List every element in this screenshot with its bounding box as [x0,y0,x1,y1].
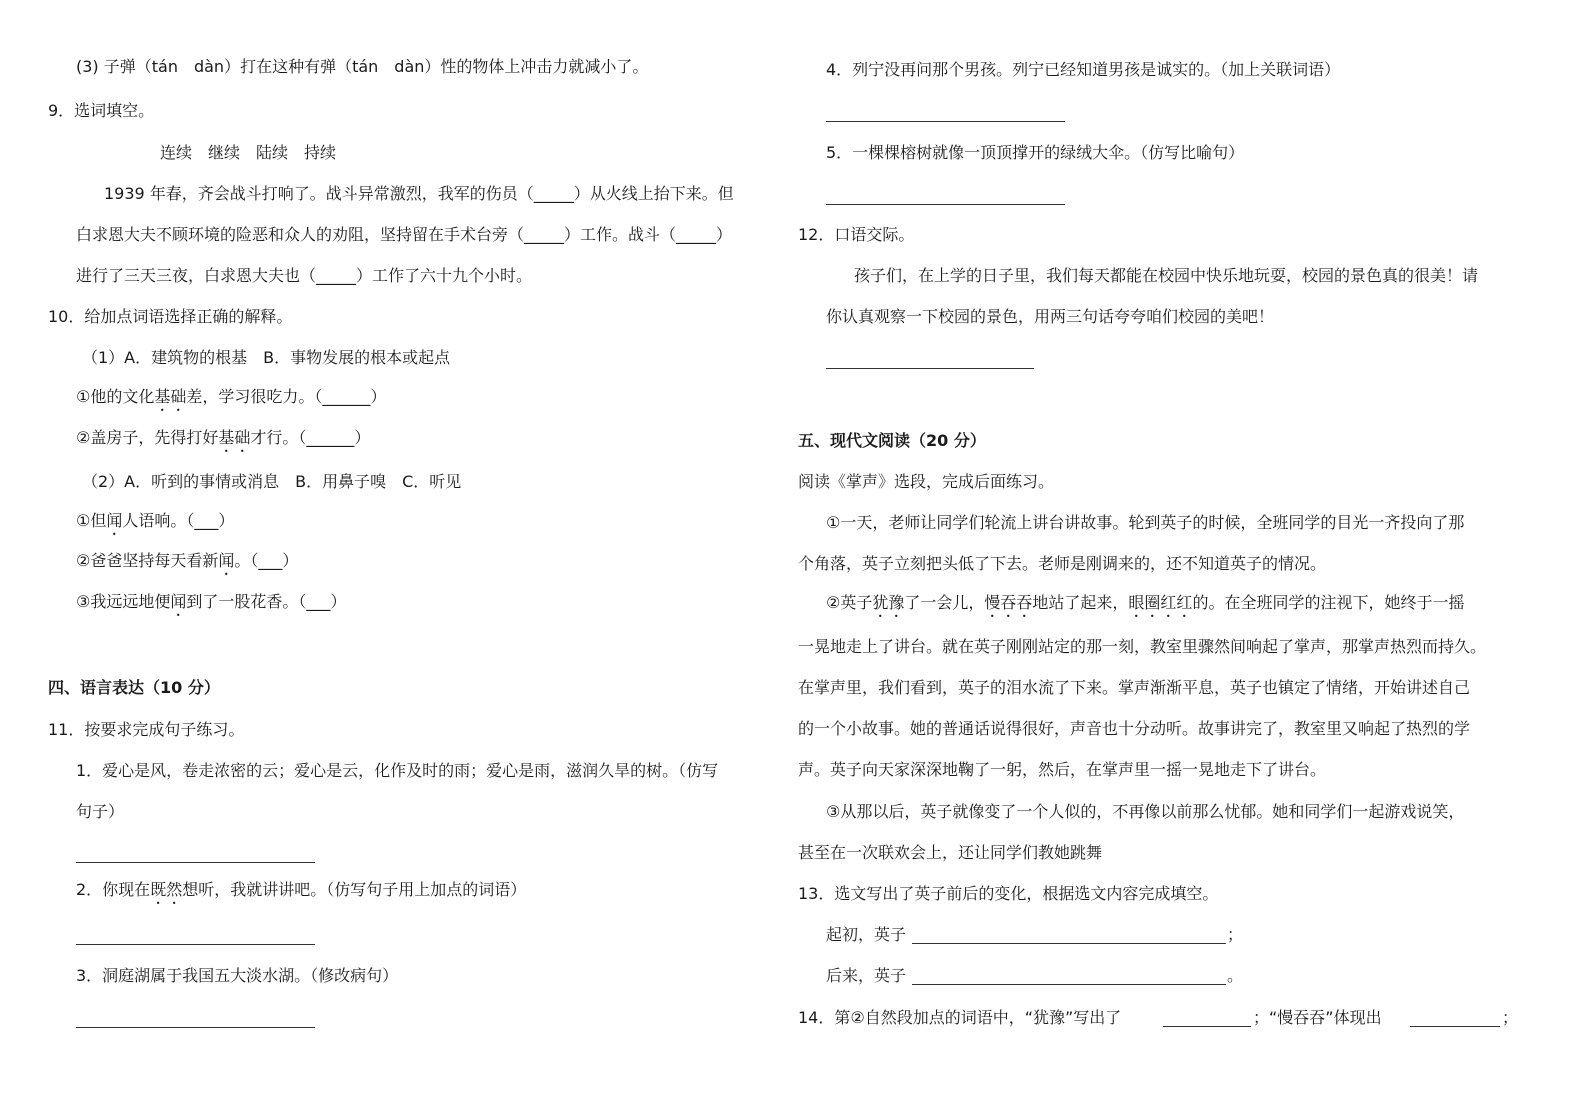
dotted-word: 慢吞吞 [984,593,1033,612]
answer-blank[interactable]: 差，学习很吃力。（______） [186,387,387,406]
passage-text: 了一会儿， [904,593,985,612]
q14-text: ；“慢吞吞”体现出 [1253,1008,1382,1027]
passage-line: 一晃地走上了讲台。就在英子刚刚站定的那一刻，教室里骤然间响起了掌声，那掌声热烈而持久。 [798,637,1487,656]
dotted-word: 闻 [106,511,123,530]
q10-part1-options: （1）A．建筑物的根基 B．事物发展的根本或起点 [82,348,451,367]
q13-punct: ； [1227,925,1244,944]
q10-part2-item-b [76,550,298,579]
dotted-word: 闻 [170,592,187,611]
q11-item-5: 5．一棵棵榕树就像一顶顶撑开的绿绒大伞。（仿写比喻句） [826,143,1245,162]
sentence-text: ①他的文化 [76,387,155,406]
passage-line: 甚至在一次联欢会上，还让同学们教她跳舞 [798,843,1103,862]
q13-blank-after: 后来，英子 [826,966,907,985]
q9-word-bank: 连续 继续 陆续 持续 [160,143,337,162]
answer-line[interactable] [76,862,315,863]
q11-item-3: 3．洞庭湖属于我国五大淡水湖。（修改病句） [76,966,399,985]
answer-line[interactable] [1163,1026,1251,1027]
section-4-heading: 四、语言表达（10 分） [48,678,220,697]
q12-prompt-line: 你认真观察一下校园的景色，用两三句话夸夸咱们校园的美吧！ [826,307,1275,326]
q11-item-1: 1．爱心是风，卷走浓密的云；爱心是云，化作及时的雨；爱心是雨，滋润久旱的树。（仿写 [76,761,719,780]
passage-text: ②英子 [826,593,873,612]
passage-line: 的一个小故事。她的普通话说得很好，声音也十分动听。故事讲完了，教室里又响起了热烈的学 [798,719,1471,738]
answer-line[interactable] [1410,1026,1500,1027]
answer-blank[interactable]: 。（___） [234,551,299,570]
passage-line: 声。英子向天家深深地鞠了一躬，然后，在掌声里一摇一晃地走下了讲台。 [798,760,1327,779]
q11-title: 11．按要求完成句子练习。 [48,720,245,739]
sentence-text: 想听，我就讲讲吧。（仿写句子用上加点的词语） [182,880,527,899]
q10-part2-options: （2）A．听到的事情或消息 B．用鼻子嗅 C．听见 [82,472,462,491]
answer-line[interactable] [826,204,1065,205]
q12-prompt-line: 孩子们，在上学的日子里，我们每天都能在校园中快乐地玩耍，校园的景色真的很美！请 [854,266,1479,285]
q10-part2-item-a [76,510,234,539]
sentence-text: ①但 [76,511,107,530]
q11-item-2 [76,879,526,908]
answer-line[interactable] [76,1027,315,1028]
q9-passage-line: 1939 年春，齐会战斗打响了。战斗异常激烈，我军的伤员（_____）从火线上抬下来。但 [104,184,734,203]
q9-passage-line: 白求恩大夫不顾环境的险恶和众人的劝阻，坚持留在手术台旁（_____）工作。战斗（_____） [76,225,733,244]
q10-part2-item-c [76,591,346,620]
sentence-text: ③我远远地便 [76,592,171,611]
answer-blank[interactable]: 到了一股花香。（___） [186,592,347,611]
q10-title: 10．给加点词语选择正确的解释。 [48,307,293,326]
answer-line[interactable] [76,944,315,945]
dotted-word: 闻 [218,551,235,570]
sentence-text: 2．你现在 [76,880,151,899]
q9-title: 9．选词填空。 [48,101,155,120]
answer-blank[interactable]: 人语响。（___） [122,511,235,530]
answer-blank[interactable]: 才行。（______） [250,428,371,447]
reading-intro: 阅读《掌声》选段，完成后面练习。 [798,472,1055,491]
passage-line: ①一天，老师让同学们轮流上讲台讲故事。轮到英子的时候，全班同学的目光一齐投向了那 [826,513,1465,532]
dotted-word: 基础 [218,428,251,447]
passage-line: ③从那以后，英子就像变了一个人似的，不再像以前那么忧郁。她和同学们一起游戏说笑， [826,802,1465,821]
q8-item-3: (3) 子弹（tán dàn）打在这种有弹（tán dàn）性的物体上冲击力就减小了。 [76,57,649,76]
answer-line[interactable] [912,943,1226,944]
dotted-word: 既然 [150,880,183,899]
q10-part1-item-a [76,386,386,415]
answer-line[interactable] [912,984,1226,985]
q13-punct: 。 [1227,966,1244,985]
dotted-word: 犹豫 [872,593,905,612]
sentence-text: ②盖房子，先得打好 [76,428,219,447]
passage-line [826,592,1464,621]
section-5-heading: 五、现代文阅读（20 分） [798,431,986,450]
answer-line[interactable] [826,368,1034,369]
dotted-word: 眼圈红红 [1128,593,1193,612]
q9-passage-line: 进行了三天三夜，白求恩大夫也（_____）工作了六十九个小时。 [76,266,533,285]
passage-line: 个角落，英子立刻把头低了下去。老师是刚调来的，还不知道英子的情况。 [798,554,1327,573]
passage-text: 的。在全班同学的注视下，她终于一摇 [1192,593,1465,612]
sentence-text: ②爸爸坚持每天看新 [76,551,219,570]
q13-blank-before: 起初，英子 [826,925,907,944]
q11-item-1-cont: 句子） [76,802,125,821]
q14-text: 14．第②自然段加点的词语中，“犹豫”写出了 [798,1008,1122,1027]
passage-line: 在掌声里，我们看到，英子的泪水流了下来。掌声渐渐平息，英子也镇定了情绪，开始讲述自己 [798,678,1471,697]
q13-title: 13．选文写出了英子前后的变化，根据选文内容完成填空。 [798,884,1219,903]
q14-punct: ； [1502,1008,1519,1027]
answer-line[interactable] [826,121,1065,122]
q12-title: 12．口语交际。 [798,225,915,244]
dotted-word: 基础 [154,387,187,406]
q11-item-4: 4．列宁没再问那个男孩。列宁已经知道男孩是诚实的。（加上关联词语） [826,60,1341,79]
q10-part1-item-b [76,427,370,456]
passage-text: 地站了起来， [1032,593,1129,612]
